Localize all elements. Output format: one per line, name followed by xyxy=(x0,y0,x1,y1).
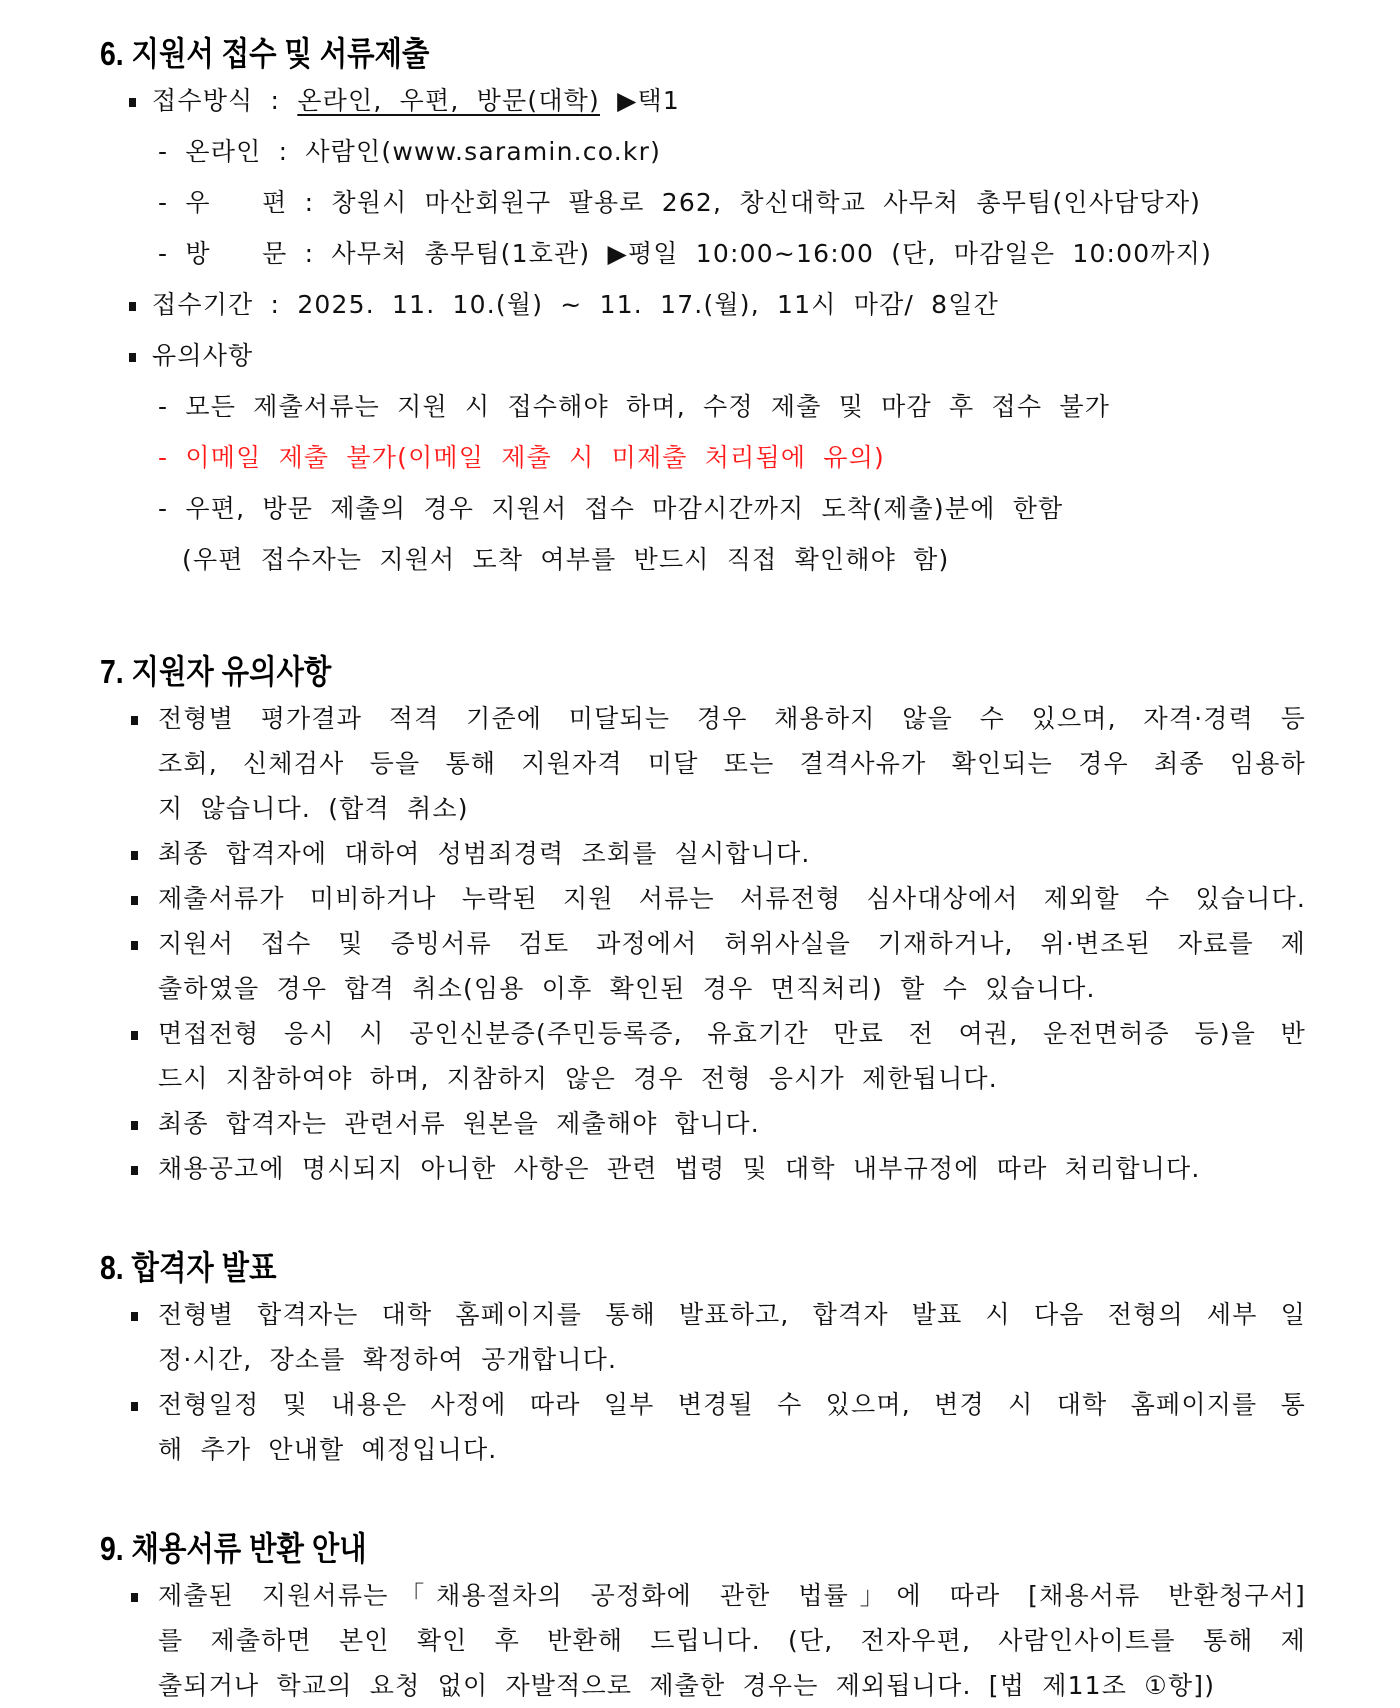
note-line: - 우편, 방문 제출의 경우 지원서 접수 마감시간까지 도착(제출)분에 한함 xyxy=(158,494,1064,523)
notice-line: 출하였을 경우 합격 취소(임용 이후 확인된 경우 면직처리) 할 수 있습니다. xyxy=(158,974,1096,1003)
notice-line: 최종 합격자에 대하여 성범죄경력 조회를 실시합니다. xyxy=(158,839,811,868)
bullet-icon xyxy=(129,302,136,311)
notice-line: 채용공고에 명시되지 아니한 사항은 관련 법령 및 대학 내부규정에 따라 처리합니다. xyxy=(158,1154,1201,1183)
receipt-period: 접수기간 : 2025. 11. 10.(월) ~ 11. 17.(월), 11시 마감/ 8일간 xyxy=(152,290,999,319)
section-8-title: 8. 합격자 발표 xyxy=(100,1249,277,1286)
announcement-line: 전형별 합격자는 대학 홈페이지를 통해 발표하고, 합격자 발표 시 다음 전형의 세부 일 xyxy=(158,1300,1306,1329)
bullet-icon xyxy=(131,1312,138,1321)
section-6-title: 6. 지원서 접수 및 서류제출 xyxy=(100,35,430,72)
warning-note-email: - 이메일 제출 불가(이메일 제출 시 미제출 처리됨에 유의) xyxy=(158,443,886,472)
note-line: (우편 접수자는 지원서 도착 여부를 반드시 직접 확인해야 함) xyxy=(182,545,950,574)
document-return-line: 제출된 지원서류는「채용절차의 공정화에 관한 법률」에 따라 [채용서류 반환청구서] xyxy=(158,1581,1306,1610)
bullet-icon xyxy=(131,1031,138,1040)
notice-line: 지원서 접수 및 증빙서류 검토 과정에서 허위사실을 기재하거나, 위·변조된 자료를 제 xyxy=(158,929,1306,958)
notice-line: 제출서류가 미비하거나 누락된 지원 서류는 서류전형 심사대상에서 제외할 수 있습니다. xyxy=(158,884,1306,913)
bullet-icon xyxy=(131,1402,138,1411)
bullet-icon xyxy=(131,1166,138,1175)
receipt-method-line xyxy=(152,86,680,116)
receipt-visit: - 방 문 : 사무처 총무팀(1호관) ▶평일 10:00~16:00 (단, 마감일은 10:00까지) xyxy=(158,239,1213,268)
bullet-icon xyxy=(131,1121,138,1130)
bullet-icon xyxy=(131,716,138,725)
notes-label: 유의사항 xyxy=(152,341,254,370)
announcement-line: 해 추가 안내할 예정입니다. xyxy=(158,1435,498,1464)
notice-line: 전형별 평가결과 적격 기준에 미달되는 경우 채용하지 않을 수 있으며, 자격·경력 등 xyxy=(158,704,1306,733)
bullet-icon xyxy=(129,353,136,362)
notice-line: 드시 지참하여야 하며, 지참하지 않은 경우 전형 응시가 제한됩니다. xyxy=(158,1064,998,1093)
receipt-mail: - 우 편 : 창원시 마산회원구 팔용로 262, 창신대학교 사무처 총무팀(인사담당자) xyxy=(158,188,1202,217)
section-9-title: 9. 채용서류 반환 안내 xyxy=(100,1530,367,1567)
receipt-method-label: 접수방식 : xyxy=(152,86,298,115)
document-return-line: 를 제출하면 본인 확인 후 반환해 드립니다. (단, 전자우편, 사람인사이트를 통해 제 xyxy=(158,1626,1306,1655)
bullet-icon xyxy=(131,1593,138,1602)
receipt-method-note: ▶택1 xyxy=(599,86,681,115)
notice-line: 지 않습니다. (합격 취소) xyxy=(158,794,469,823)
announcement-line: 정·시간, 장소를 확정하여 공개합니다. xyxy=(158,1345,618,1374)
bullet-icon xyxy=(131,851,138,860)
notice-line: 최종 합격자는 관련서류 원본을 제출해야 합니다. xyxy=(158,1109,760,1138)
bullet-icon xyxy=(131,896,138,905)
bullet-icon xyxy=(131,941,138,950)
notice-line: 조회, 신체검사 등을 통해 지원자격 미달 또는 결격사유가 확인되는 경우 최종 임용하 xyxy=(158,749,1306,778)
notice-line: 면접전형 응시 시 공인신분증(주민등록증, 유효기간 만료 전 여권, 운전면허증 등)을 반 xyxy=(158,1019,1306,1048)
note-line: - 모든 제출서류는 지원 시 접수해야 하며, 수정 제출 및 마감 후 접수 불가 xyxy=(158,392,1111,421)
document-return-line: 출되거나 학교의 요청 없이 자발적으로 제출한 경우는 제외됩니다. [법 제11조 ①항]) xyxy=(158,1671,1216,1700)
bullet-icon xyxy=(129,98,136,107)
receipt-online: - 온라인 : 사람인(www.saramin.co.kr) xyxy=(158,137,662,166)
section-7-title: 7. 지원자 유의사항 xyxy=(100,653,332,690)
announcement-line: 전형일정 및 내용은 사정에 따라 일부 변경될 수 있으며, 변경 시 대학 홈페이지를 통 xyxy=(158,1390,1306,1419)
receipt-method-options: 온라인, 우편, 방문(대학) xyxy=(297,86,600,115)
